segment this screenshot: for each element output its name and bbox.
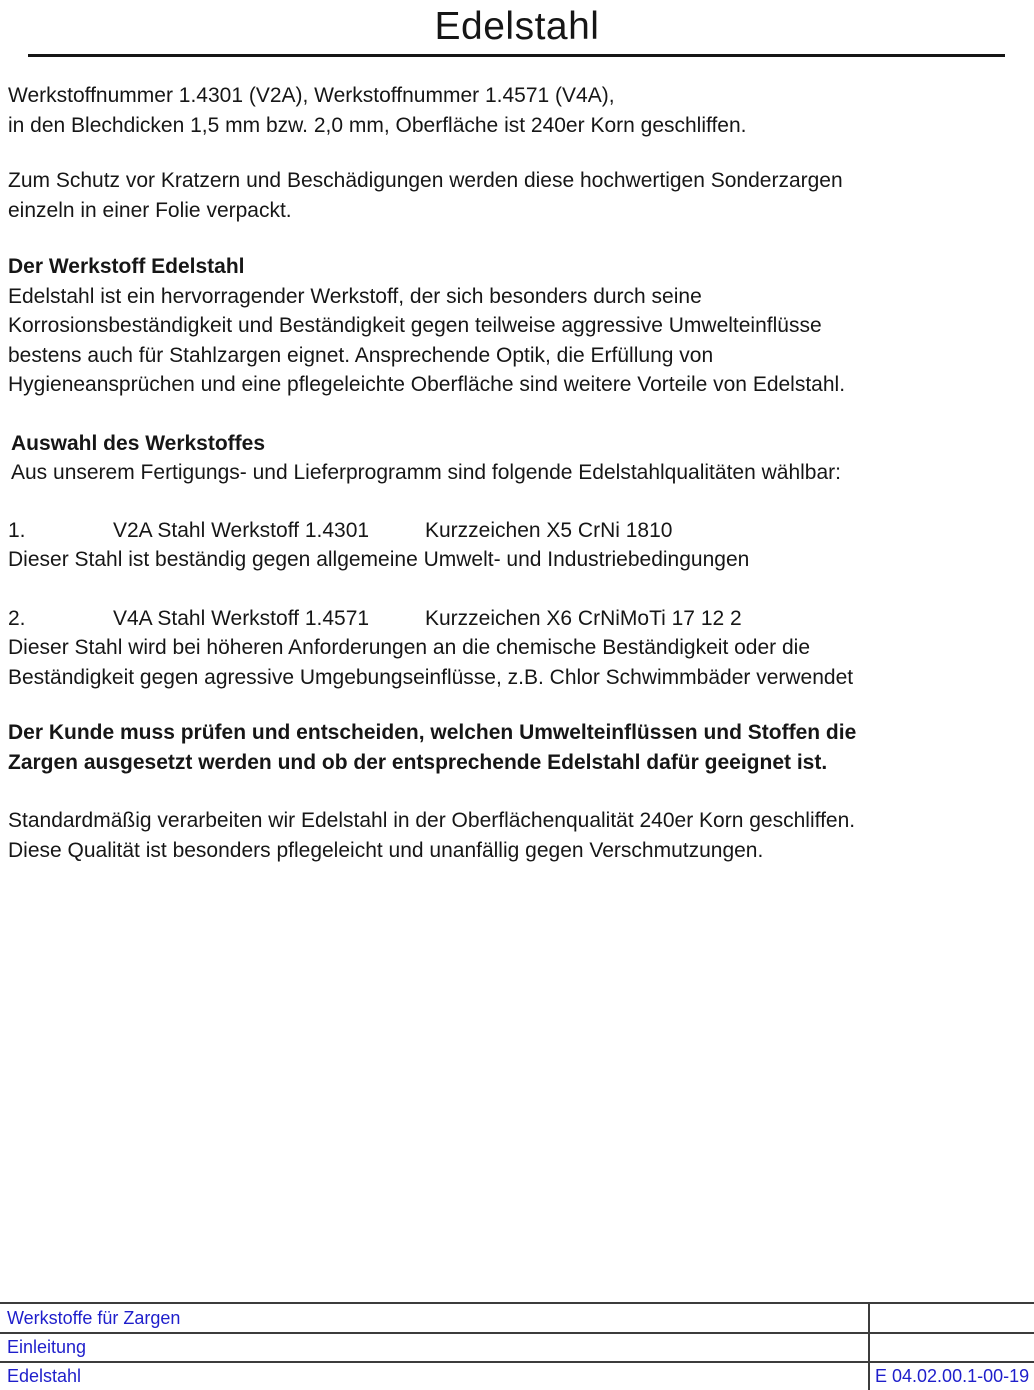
paragraph-auswahl-intro xyxy=(8,458,1026,488)
list-item-title: V2A Stahl Werkstoff 1.4301 xyxy=(113,518,370,542)
text-line: Dieser Stahl ist beständig gegen allgemeine Umwelt- und Industriebedingungen xyxy=(8,548,750,571)
list-item-number: 2. xyxy=(8,606,26,630)
text-line: Der Kunde muss prüfen und entscheiden, welchen Umwelteinflüssen und Stoffen die xyxy=(8,721,857,744)
list-item-v4a xyxy=(8,604,1026,693)
text-line: Werkstoffnummer 1.4301 (V2A), Werkstoffnummer 1.4571 (V4A), xyxy=(8,84,615,107)
list-item-kurzzeichen: Kurzzeichen X6 CrNiMoTi 17 12 2 xyxy=(425,606,742,630)
title-rule xyxy=(28,54,1005,57)
heading-auswahl-des-werkstoffes: Auswahl des Werkstoffes xyxy=(11,431,266,455)
footer-row-section xyxy=(0,1332,1034,1361)
text-line: bestens auch für Stahlzargen eignet. Ansprechende Optik, die Erfüllung von xyxy=(8,343,714,367)
paragraph-standard-quality xyxy=(8,806,1026,865)
text-line: Korrosionsbeständigkeit und Beständigkeit gegen teilweise aggressive Umwelteinflüsse xyxy=(8,314,822,337)
footer-cell-code xyxy=(868,1363,1034,1390)
list-item-number: 1. xyxy=(8,518,26,542)
text-line: einzeln in einer Folie verpackt. xyxy=(8,198,292,222)
text-line: Beständigkeit gegen agressive Umgebungseinflüsse, z.B. Chlor Schwimmbäder verwendet xyxy=(8,665,854,689)
footer-cell-label xyxy=(0,1304,868,1332)
footer-link-werkstoffe-fuer-zargen[interactable]: Werkstoffe für Zargen xyxy=(7,1308,181,1328)
footer-row-topic xyxy=(0,1361,1034,1390)
footer-cell-label xyxy=(0,1363,868,1390)
footer-table xyxy=(0,1302,1034,1390)
footer-link-einleitung[interactable]: Einleitung xyxy=(7,1337,87,1357)
list-item-kurzzeichen: Kurzzeichen X5 CrNi 1810 xyxy=(425,518,673,542)
footer-document-code: E 04.02.00.1-00-19 xyxy=(875,1366,1030,1386)
text-line: Hygieneansprüchen und eine pflegeleichte Oberfläche sind weitere Vorteile von Edelstahl. xyxy=(8,373,846,396)
text-line: Edelstahl ist ein hervorragender Werkstoff, der sich besonders durch seine xyxy=(8,284,702,308)
list-item-v2a xyxy=(8,516,1026,575)
paragraph-protection xyxy=(8,166,1026,225)
footer-link-edelstahl[interactable]: Edelstahl xyxy=(7,1366,82,1386)
page-title: Edelstahl xyxy=(434,5,600,48)
footer-row-chapter xyxy=(0,1304,1034,1332)
paragraph-material-numbers xyxy=(8,81,1026,140)
heading-der-werkstoff-edelstahl: Der Werkstoff Edelstahl xyxy=(8,255,245,278)
footer-cell-code xyxy=(868,1334,1034,1361)
list-item-head xyxy=(8,516,1026,546)
footer-cell-label xyxy=(0,1334,868,1361)
text-line: Zum Schutz vor Kratzern und Beschädigungen werden diese hochwertigen Sonderzargen xyxy=(8,169,843,192)
list-item-title: V4A Stahl Werkstoff 1.4571 xyxy=(113,606,370,630)
paragraph-werkstoff-description xyxy=(8,282,1026,400)
text-line: Diese Qualität ist besonders pflegeleicht und unanfällig gegen Verschmutzungen. xyxy=(8,838,764,862)
text-line: Dieser Stahl wird bei höheren Anforderungen an die chemische Beständigkeit oder die xyxy=(8,636,810,659)
text-line: Zargen ausgesetzt werden und ob der entsprechende Edelstahl dafür geeignet ist. xyxy=(8,750,828,774)
text-line: Standardmäßig verarbeiten wir Edelstahl in der Oberflächenqualität 240er Korn geschliffen. xyxy=(8,809,856,832)
text-line: in den Blechdicken 1,5 mm bzw. 2,0 mm, Oberfläche ist 240er Korn geschliffen. xyxy=(8,113,747,137)
document-body xyxy=(0,81,1034,865)
text-line: Aus unserem Fertigungs- und Lieferprogramm sind folgende Edelstahlqualitäten wählbar: xyxy=(11,461,841,484)
list-item-head xyxy=(8,604,1026,634)
paragraph-customer-notice xyxy=(8,718,1026,777)
footer-cell-code xyxy=(868,1304,1034,1332)
